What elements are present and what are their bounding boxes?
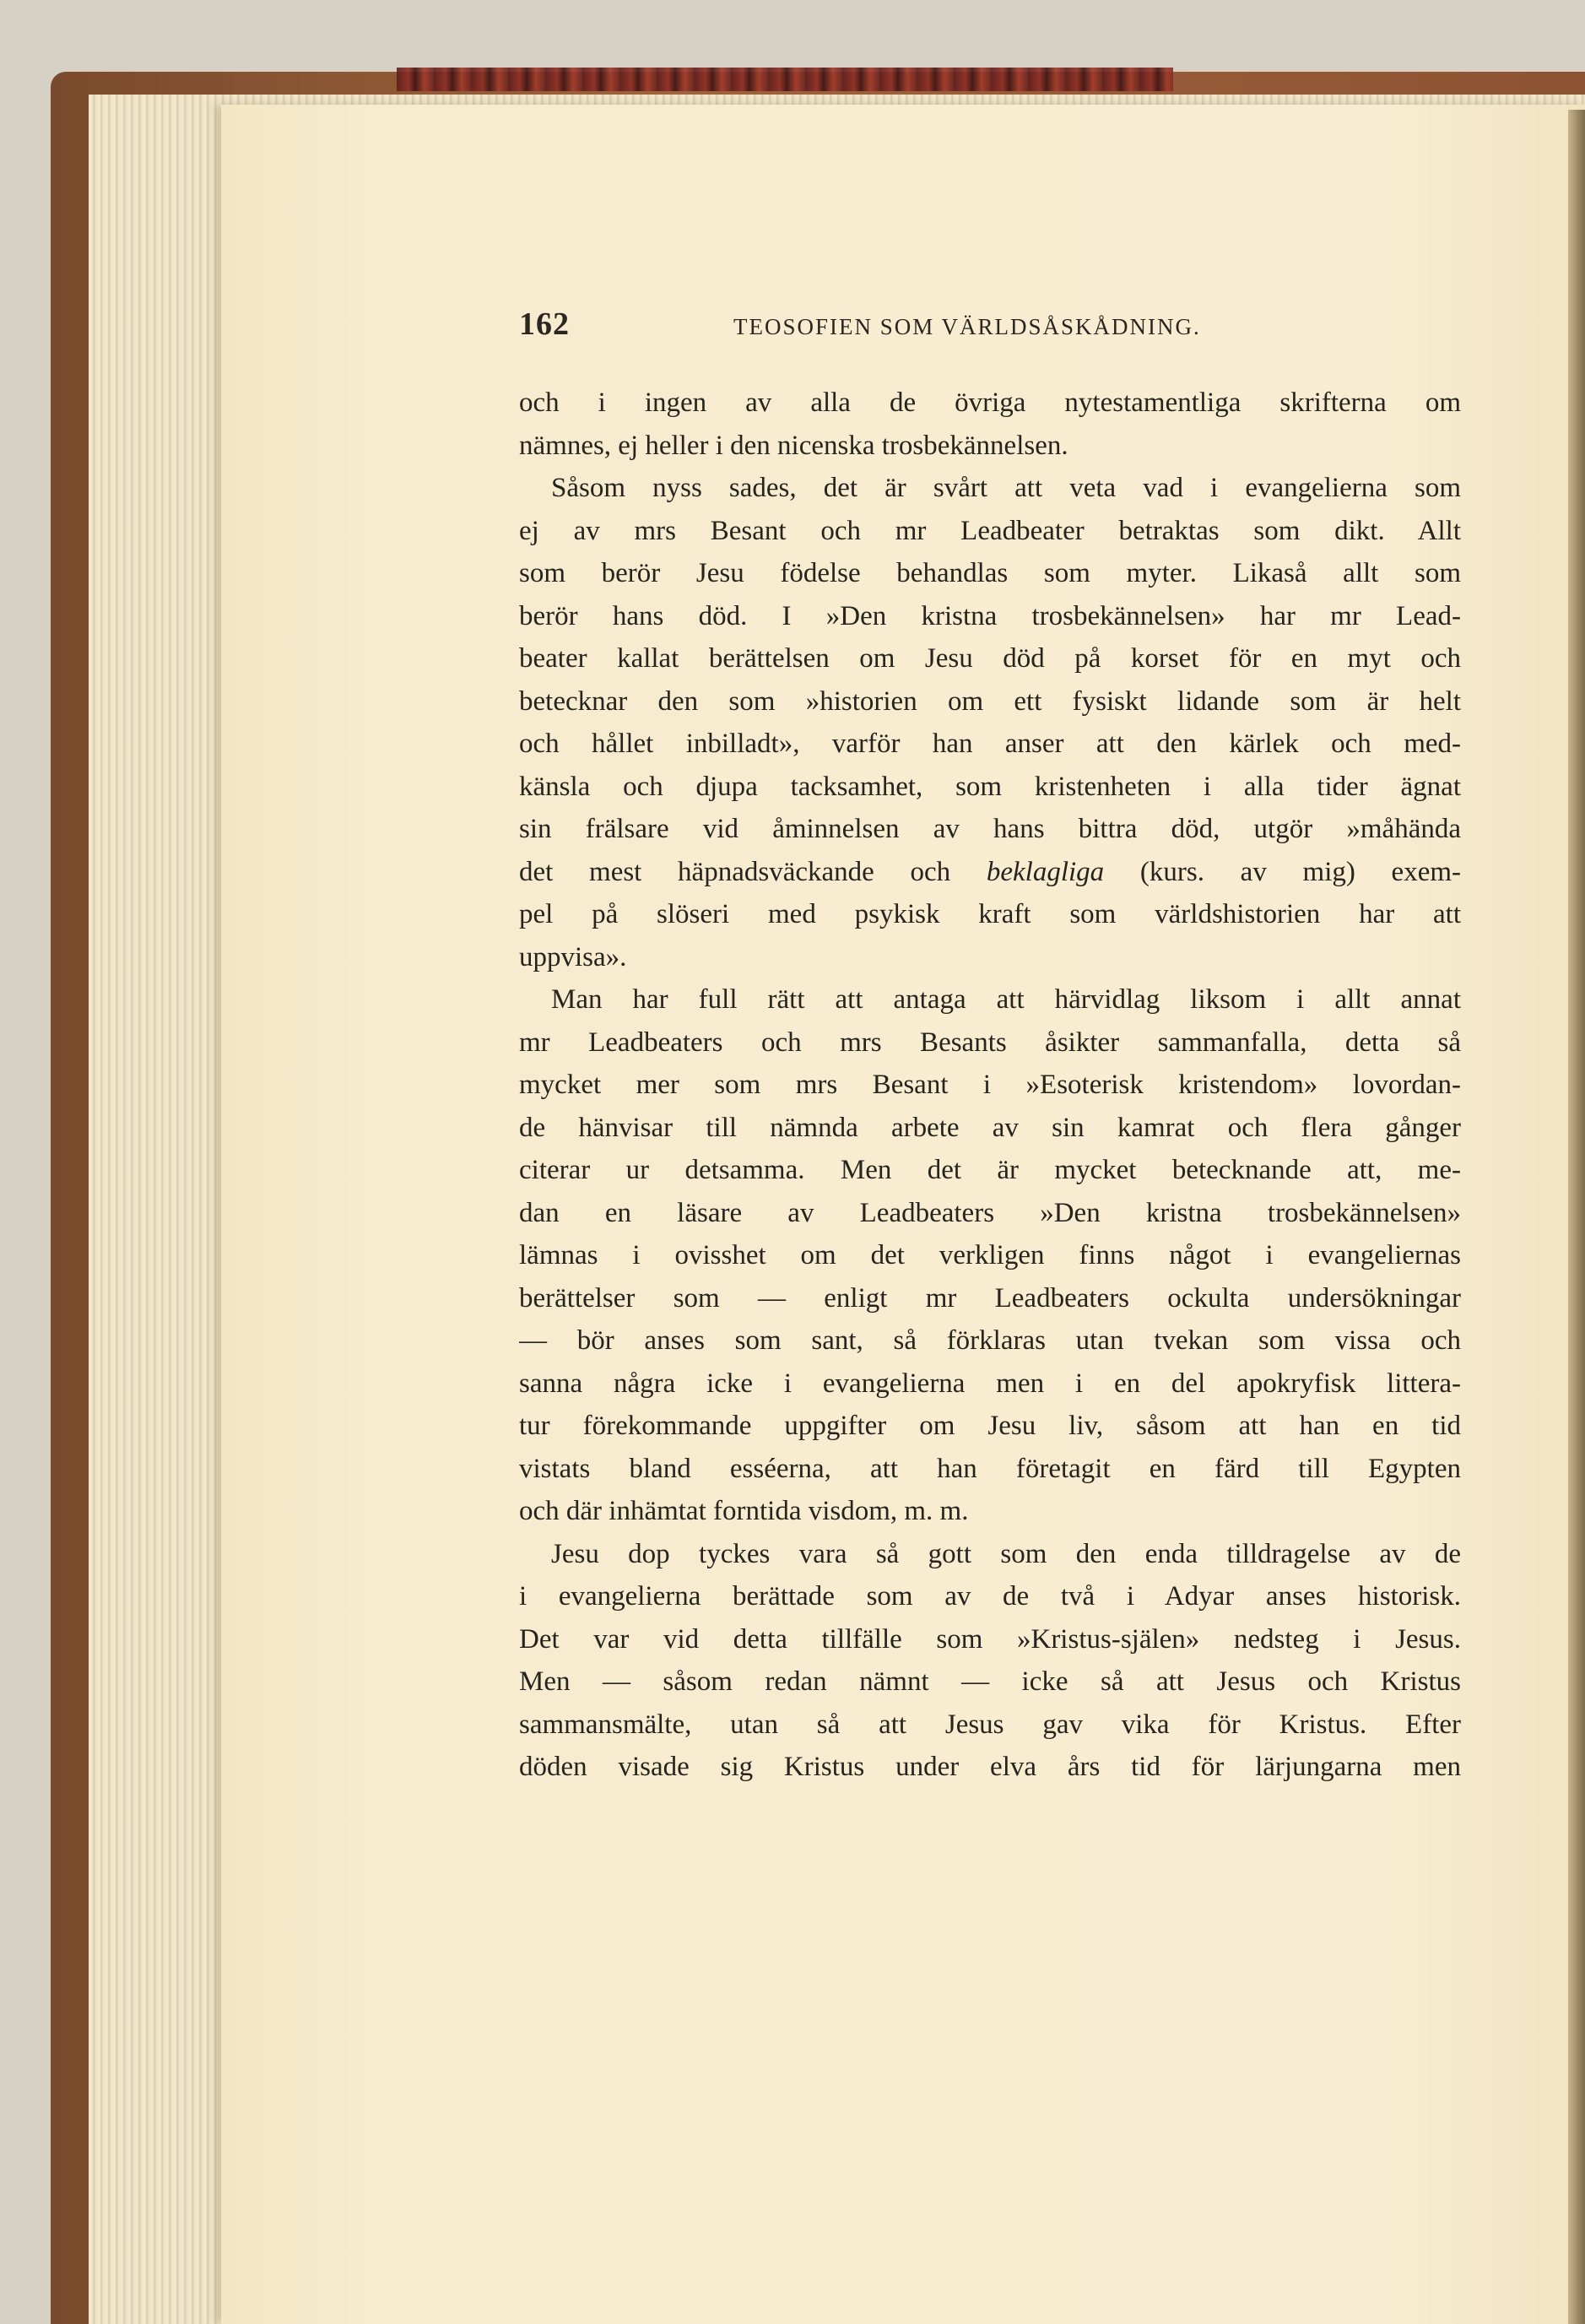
- text-line: sammansmälte, utan så att Jesus gav vika för Kristus. Efter: [519, 1709, 1461, 1740]
- running-head: [519, 306, 1461, 356]
- text-line: i evangelierna berättade som av de två i Adyar anses historisk.: [519, 1581, 1461, 1612]
- text-line: beater kallat berättelsen om Jesu död på korset för en myt och: [519, 643, 1461, 674]
- text-line: berättelser som — enligt mr Leadbeaters ockulta undersökningar: [519, 1282, 1461, 1314]
- text-line: vistats bland esséerna, att han företagit en färd till Egypten: [519, 1453, 1461, 1484]
- text-line: — bör anses som sant, så förklaras utan tvekan som vissa och: [519, 1325, 1461, 1356]
- text-line: känsla och djupa tacksamhet, som kristenheten i alla tider ägnat: [519, 771, 1461, 802]
- text-line: döden visade sig Kristus under elva års tid för lärjungarna men: [519, 1752, 1461, 1782]
- text-line: dan en läsare av Leadbeaters »Den kristna trosbekännelsen»: [519, 1197, 1461, 1228]
- text-line: och där inhämtat forntida visdom, m. m.: [519, 1496, 969, 1526]
- text-line: mr Leadbeaters och mrs Besants åsikter sammanfalla, detta så: [519, 1027, 1461, 1058]
- text-line: Det var vid detta tillfälle som »Kristus-själen» nedsteg i Jesus.: [519, 1623, 1461, 1655]
- text-line: sin frälsare vid åminnelsen av hans bittra död, utgör »måhända: [519, 814, 1461, 844]
- paragraph-start-line: Jesu dop tyckes vara så gott som den enda tilldragelse av de: [551, 1538, 1461, 1569]
- text-line: som berör Jesu födelse behandlas som myter. Likaså allt som: [519, 558, 1461, 588]
- text-line: tur förekommande uppgifter om Jesu liv, såsom att han en tid: [519, 1411, 1461, 1441]
- text-segment: det mest häpnadsväckande och: [519, 856, 951, 887]
- text-line: pel på slöseri med psykisk kraft som världshistorien har att: [519, 899, 1461, 929]
- text-line-with-italic: [519, 851, 1461, 894]
- text-line: Men — såsom redan nämnt — icke så att Jesus och Kristus: [519, 1666, 1461, 1697]
- text-line: berör hans död. I »Den kristna trosbekännelsen» har mr Lead-: [519, 600, 1461, 631]
- text-segment: (kurs. av mig) exem-: [1139, 856, 1461, 887]
- text-line: och i ingen av alla de övriga nytestamentliga skrifterna om: [519, 387, 1461, 418]
- text-line: lämnas i ovisshet om det verkligen finns något i evangeliernas: [519, 1240, 1461, 1270]
- running-title: TEOSOFIEN SOM VÄRLDSÅSKÅDNING.: [733, 314, 1201, 339]
- marbled-cover-edge: [397, 68, 1173, 91]
- text-line: mycket mer som mrs Besant i »Esoterisk kristendom» lovordan-: [519, 1070, 1461, 1100]
- text-line: citerar ur detsamma. Men det är mycket betecknande att, me-: [519, 1155, 1461, 1185]
- page-number: 162: [519, 306, 570, 342]
- text-line: nämnes, ej heller i den nicenska trosbekännelsen.: [519, 430, 1068, 461]
- text-line: de hänvisar till nämnda arbete av sin kamrat och flera gånger: [519, 1112, 1461, 1143]
- text-line: uppvisa».: [519, 941, 627, 972]
- paragraph-start-line: Man har full rätt att antaga att härvidlag liksom i allt annat: [551, 984, 1461, 1015]
- text-line: ej av mrs Besant och mr Leadbeater betraktas som dikt. Allt: [519, 515, 1461, 546]
- paragraph-start-line: Såsom nyss sades, det är svårt att veta vad i evangelierna som: [551, 473, 1461, 503]
- text-line: betecknar den som »historien om ett fysiskt lidande som är helt: [519, 685, 1461, 717]
- body-text: [519, 382, 1461, 1789]
- text-line: och hållet inbilladt», varför han anser att den kärlek och med-: [519, 729, 1461, 759]
- binding-edge: [1568, 110, 1585, 2324]
- text-line: sanna några icke i evangelierna men i en del apokryfisk littera-: [519, 1368, 1461, 1399]
- italic-word: beklagliga: [986, 856, 1105, 887]
